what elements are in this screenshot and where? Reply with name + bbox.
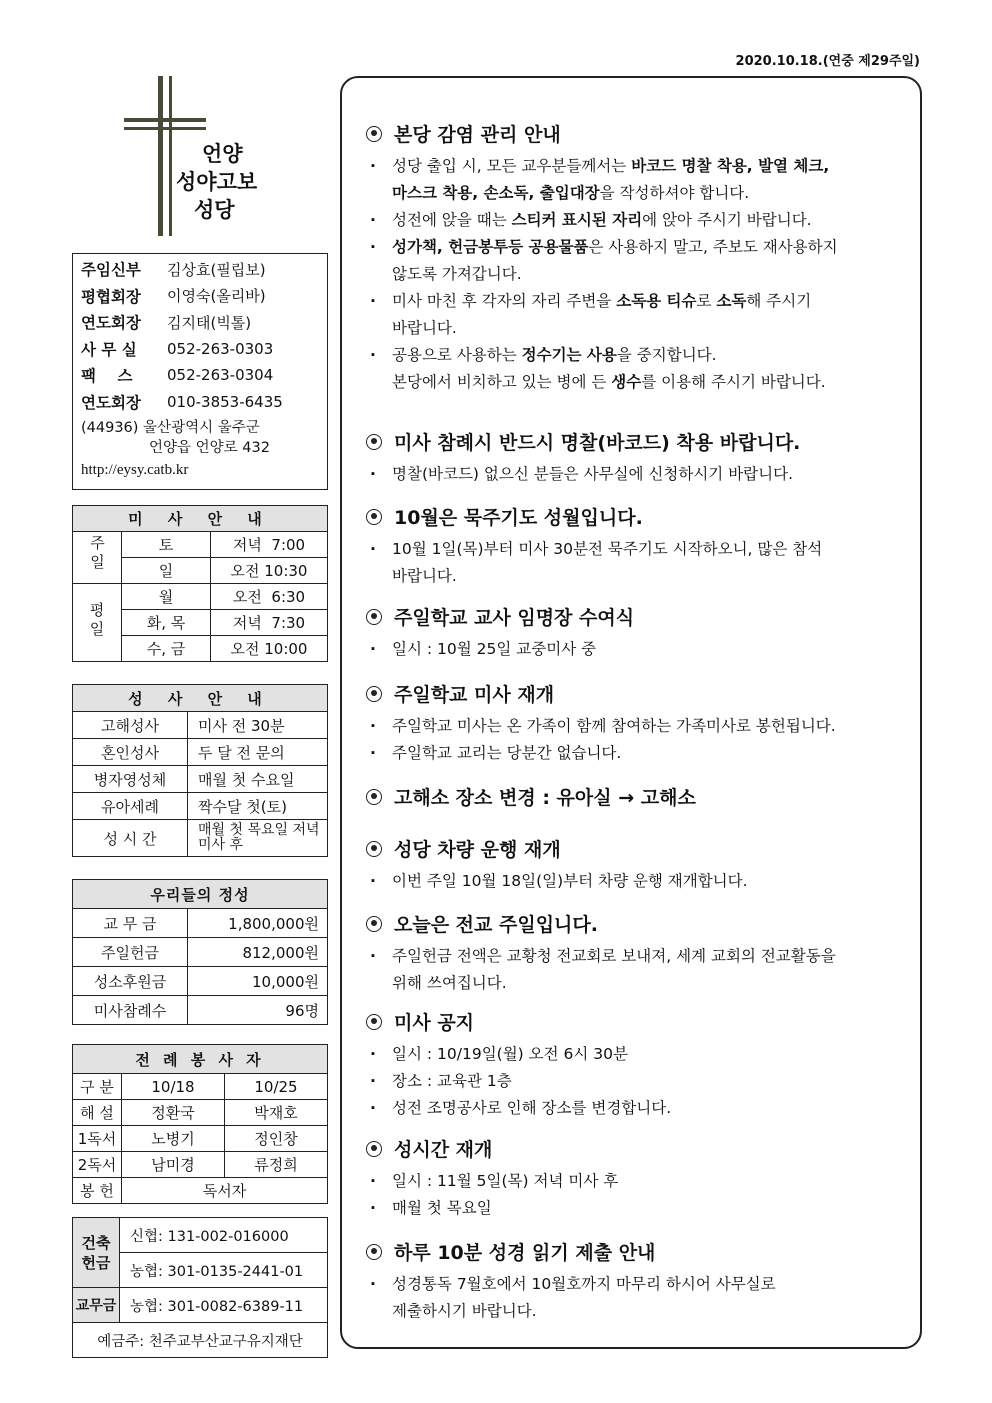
notices-panel	[340, 76, 922, 1349]
notice-item: · 미사 마친 후 각자의 자리 주변을 소독용 티슈로 소독해 주시기 바랍니다.	[366, 288, 910, 342]
bullet-circle-icon	[366, 1014, 382, 1030]
dues-label: 교무금	[73, 1288, 120, 1323]
offering-amount: 96명	[188, 996, 328, 1025]
parish-logo	[118, 72, 328, 242]
building-fund-label	[73, 1218, 120, 1288]
servers-role: 봉 헌	[73, 1178, 122, 1204]
cross-icon-bar	[124, 118, 206, 122]
notice-item: · 성당 출입 시, 모든 교우분들께서는 바코드 명찰 착용, 발열 체크, 마스크 착용, 손소독, 출입대장을 작성하셔야 합니다.	[366, 153, 910, 207]
offering-label: 교 무 금	[73, 909, 188, 938]
notice-section	[366, 835, 910, 895]
notice-item: · 매월 첫 목요일	[366, 1195, 910, 1222]
address-line2: 언양읍 언양로 432	[149, 440, 270, 456]
dues-account: 농협: 301-0082-6389-11	[120, 1288, 328, 1323]
bullet-circle-icon	[366, 1141, 382, 1157]
notice-list	[366, 1271, 910, 1325]
building-account-2: 농협: 301-0135-2441-01	[120, 1253, 328, 1288]
sacrament-name: 유아세례	[73, 793, 188, 820]
info-label: 평협회장	[81, 287, 141, 306]
offering-amount: 812,000원	[188, 938, 328, 967]
sacrament-time: 짝수달 첫(토)	[188, 793, 328, 820]
mass-day: 월	[122, 584, 211, 610]
notice-item: · 성경통독 7월호에서 10월호까지 마무리 하시어 사무실로 제출하시기 바랍니다.	[366, 1271, 910, 1325]
info-value: 052-263-0303	[167, 339, 274, 358]
address	[81, 418, 319, 458]
notice-title-text: 하루 10분 성경 읽기 제출 안내	[394, 1242, 656, 1264]
parish-name-line3: 성당	[194, 198, 235, 222]
notice-item: · 일시 : 11월 5일(목) 저녁 미사 후	[366, 1168, 910, 1195]
info-label: 팩 스	[81, 367, 133, 386]
offering-title: 우리들의 정성	[73, 880, 328, 909]
notice-title	[366, 783, 910, 810]
bulletin-date: 2020.10.18.(연중 제29주일)	[735, 54, 920, 69]
parish-name-line2: 성야고보	[176, 170, 258, 194]
info-label: 연도회장	[81, 393, 141, 412]
notice-list	[366, 636, 910, 663]
notice-title-text: 성시간 재개	[394, 1139, 493, 1161]
notice-title-text: 성당 차량 운행 재개	[394, 839, 561, 861]
notice-item: · 성전에 앉을 때는 스티커 표시된 자리에 앉아 주시기 바랍니다.	[366, 207, 910, 234]
servers-person: 박재호	[225, 1100, 328, 1126]
weekday-label-text: 평일	[87, 601, 106, 640]
notice-item: · 일시 : 10/19일(월) 오전 6시 30분	[366, 1041, 910, 1068]
servers-person: 류정희	[225, 1152, 328, 1178]
notice-list	[366, 153, 910, 396]
notice-section	[366, 910, 910, 997]
notice-title-text: 오늘은 전교 주일입니다.	[394, 914, 598, 936]
bank-accounts	[72, 1217, 328, 1358]
notice-item: · 일시 : 10월 25일 교중미사 중	[366, 636, 910, 663]
notice-section	[366, 680, 910, 767]
notice-item: · 이번 주일 10월 18일(일)부터 차량 운행 재개합니다.	[366, 868, 910, 895]
servers-title: 전 례 봉 사 자	[73, 1045, 328, 1074]
bullet-circle-icon	[366, 841, 382, 857]
bullet-circle-icon	[366, 686, 382, 702]
sacrament-name: 혼인성사	[73, 739, 188, 766]
mass-time: 저녁 7:30	[211, 610, 328, 636]
parish-name	[176, 140, 257, 224]
servers-person: 정환국	[122, 1100, 225, 1126]
notice-title-text: 주일학교 미사 재개	[394, 684, 555, 706]
servers-role: 2독서	[73, 1152, 122, 1178]
notice-title	[366, 428, 910, 455]
notice-item: · 명찰(바코드) 없으신 분들은 사무실에 신청하시기 바랍니다.	[366, 461, 910, 488]
sacrament-info	[72, 684, 328, 857]
sacrament-title: 성 사 안 내	[73, 685, 328, 712]
notice-list	[366, 868, 910, 895]
notice-section	[366, 1238, 910, 1325]
notice-item: · 장소 : 교육관 1층	[366, 1068, 910, 1095]
info-label: 연도회장	[81, 314, 141, 333]
notice-item: · 성가책, 헌금봉투등 공용물품은 사용하지 말고, 주보도 재사용하지 않도록 가져갑니다.	[366, 234, 910, 288]
notice-title	[366, 835, 910, 862]
info-value: 김상효(필립보)	[167, 260, 266, 279]
notice-title-text: 10월은 묵주기도 성월입니다.	[394, 507, 643, 529]
contact-info-box	[72, 253, 328, 490]
notice-item: · 주일헌금 전액은 교황청 전교회로 보내져, 세계 교회의 전교활동을 위해 쓰여집니다.	[366, 943, 910, 997]
emphasis-text: 정수기는 사용	[521, 346, 617, 364]
liturgy-servers	[72, 1044, 328, 1204]
notice-list	[366, 1041, 910, 1122]
servers-date: 10/25	[225, 1074, 328, 1100]
emphasis-text: 바코드 명찰 착용, 발열 체크,	[631, 157, 830, 175]
sacrament-name: 병자영성체	[73, 766, 188, 793]
notice-item: · 주일학교 교리는 당분간 없습니다.	[366, 740, 910, 767]
servers-person: 정인창	[225, 1126, 328, 1152]
cross-icon-bar2	[124, 127, 206, 130]
info-value: 김지태(빅톨)	[167, 313, 252, 332]
parish-name-line1: 언양	[202, 142, 243, 166]
website-link[interactable]: http://eysy.catb.kr	[81, 462, 189, 478]
notice-list	[366, 1168, 910, 1222]
sacrament-time: 매월 첫 수요일	[188, 766, 328, 793]
mass-schedule	[72, 505, 328, 662]
notice-section	[366, 603, 910, 663]
servers-date: 10/18	[122, 1074, 225, 1100]
bullet-circle-icon	[366, 789, 382, 805]
mass-day: 일	[122, 558, 211, 584]
bullet-circle-icon	[366, 609, 382, 625]
bullet-circle-icon	[366, 916, 382, 932]
notice-section	[366, 428, 910, 488]
mass-schedule-title: 미 사 안 내	[73, 506, 328, 532]
sacrament-time: 두 달 전 문의	[188, 739, 328, 766]
notice-title	[366, 1135, 910, 1162]
mass-day: 수, 금	[122, 636, 211, 662]
servers-person: 노병기	[122, 1126, 225, 1152]
info-value: 이영숙(올리바)	[167, 287, 266, 306]
notice-list	[366, 713, 910, 767]
offering-amount: 10,000원	[188, 967, 328, 996]
bullet-circle-icon	[366, 509, 382, 525]
notice-title	[366, 120, 910, 147]
emphasis-text: 생수	[611, 373, 642, 391]
mass-time: 오전 6:30	[211, 584, 328, 610]
bullet-circle-icon	[366, 126, 382, 142]
notice-title-text: 미사 참례시 반드시 명찰(바코드) 착용 바랍니다.	[394, 432, 801, 454]
notice-section	[366, 783, 910, 810]
info-label: 사 무 실	[81, 340, 137, 359]
cross-icon-line	[169, 76, 172, 236]
offering-label: 성소후원금	[73, 967, 188, 996]
offering-amount: 1,800,000원	[188, 909, 328, 938]
notice-list	[366, 461, 910, 488]
sacrament-name: 고해성사	[73, 712, 188, 739]
servers-role: 1독서	[73, 1126, 122, 1152]
notice-section	[366, 120, 910, 396]
notice-title	[366, 503, 910, 530]
emphasis-text: 소독용 티슈	[616, 292, 697, 310]
sacrament-time: 미사 전 30분	[188, 712, 328, 739]
notice-title	[366, 1008, 910, 1035]
mass-day: 화, 목	[122, 610, 211, 636]
info-label: 주임신부	[81, 261, 141, 280]
notice-item: · 성전 조명공사로 인해 장소를 변경합니다.	[366, 1095, 910, 1122]
building-account-1: 신협: 131-002-016000	[120, 1218, 328, 1253]
account-holder: 예금주: 천주교부산교구유지재단	[73, 1323, 328, 1358]
sacrament-time: 매월 첫 목요일 저녁미사 후	[188, 820, 328, 857]
notice-title-text: 본당 감염 관리 안내	[394, 124, 561, 146]
mass-day: 토	[122, 532, 211, 558]
notice-item: · 10월 1일(목)부터 미사 30분전 묵주기도 시작하오니, 많은 참석 바랍니다.	[366, 536, 910, 590]
servers-role: 해 설	[73, 1100, 122, 1126]
emphasis-text: 스티커 표시된 자리	[511, 211, 643, 229]
building-fund-label-text: 건축헌금	[81, 1233, 111, 1272]
offering-label: 주일헌금	[73, 938, 188, 967]
sacrament-name: 성 시 간	[73, 820, 188, 857]
servers-person: 독서자	[122, 1178, 328, 1204]
notice-title-text: 미사 공지	[394, 1012, 475, 1034]
cross-icon	[158, 76, 163, 236]
sunday-label	[73, 532, 122, 584]
bullet-circle-icon	[366, 1244, 382, 1260]
notice-title-text: 주일학교 교사 임명장 수여식	[394, 607, 635, 629]
info-value: 052-263-0304	[167, 366, 274, 385]
bullet-circle-icon	[366, 434, 382, 450]
notice-title-text: 고해소 장소 변경 : 유아실 → 고해소	[394, 787, 696, 809]
emphasis-text: 성가책, 헌금봉투등 공용물품	[392, 238, 589, 256]
sunday-label-text: 주일	[88, 535, 106, 573]
notice-section	[366, 503, 910, 590]
emphasis-text: 마스크 착용, 손소독, 출입대장	[392, 184, 600, 202]
notice-title	[366, 680, 910, 707]
notice-list	[366, 536, 910, 590]
servers-head-label: 구 분	[73, 1074, 122, 1100]
notice-item: · 공용으로 사용하는 정수기는 사용을 중지합니다. 본당에서 비치하고 있는 병에 든 생수를 이용해 주시기 바랍니다.	[366, 342, 910, 396]
info-value: 010-3853-6435	[167, 392, 283, 411]
notice-title	[366, 603, 910, 630]
notice-section	[366, 1008, 910, 1122]
mass-time: 오전 10:00	[211, 636, 328, 662]
weekday-label	[73, 584, 122, 662]
address-line1: (44936) 울산광역시 울주군	[81, 420, 260, 436]
notice-list	[366, 943, 910, 997]
notice-section	[366, 1135, 910, 1222]
offering-summary	[72, 879, 328, 1025]
offering-label: 미사참례수	[73, 996, 188, 1025]
servers-person: 남미경	[122, 1152, 225, 1178]
mass-time: 저녁 7:00	[211, 532, 328, 558]
notice-title	[366, 1238, 910, 1265]
notice-item: · 주일학교 미사는 온 가족이 함께 참여하는 가족미사로 봉헌됩니다.	[366, 713, 910, 740]
emphasis-text: 소독	[716, 292, 747, 310]
mass-time: 오전 10:30	[211, 558, 328, 584]
notice-title	[366, 910, 910, 937]
